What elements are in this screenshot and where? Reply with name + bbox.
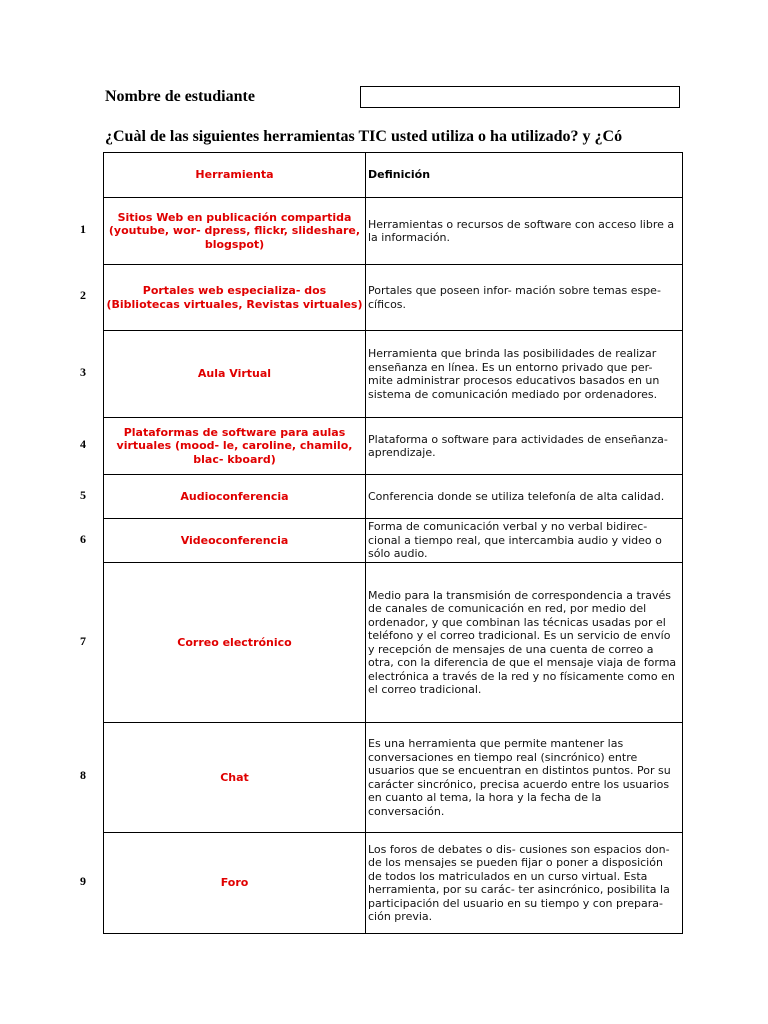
table-row [104, 723, 683, 833]
row-number: 1 [80, 222, 86, 236]
student-name-field[interactable] [360, 86, 680, 108]
row-number: 5 [80, 488, 86, 502]
table-row [104, 833, 683, 934]
tool-name: Plataformas de software para aulas virtuales (mood- le, caroline, chamilo, blac- kboard) [104, 418, 366, 475]
tool-definition: Herramientas o recursos de software con acceso libre a la información. [366, 198, 683, 265]
tool-definition: Conferencia donde se utiliza telefonía de alta calidad. [366, 475, 683, 519]
tool-definition: Los foros de debates o dis- cusiones son espacios don- de los mensajes se pueden fijar o poner a disposición de todos los matriculados en un curso virtual. Esta herramienta, por su carác- ter asincrónico, posibilita la participación del usuario en su tiempo y con prepara- ción previa. [366, 833, 683, 934]
table-row [104, 331, 683, 418]
row-number: 6 [80, 532, 86, 546]
table-row [104, 198, 683, 265]
row-number: 2 [80, 288, 86, 302]
tool-name: Audioconferencia [104, 475, 366, 519]
table-row [104, 519, 683, 563]
table-row [104, 475, 683, 519]
tool-name: Correo electrónico [104, 563, 366, 723]
table-row [104, 563, 683, 723]
row-number: 8 [80, 768, 86, 782]
tool-definition: Es una herramienta que permite mantener las conversaciones en tiempo real (sincrónico) entre usuarios que se encuentran en distintos puntos. Por su carácter sincrónico, precisa acuerdo entre los usuarios en cuanto al tema, la hora y la fecha de la conversación. [366, 723, 683, 833]
tool-name: Videoconferencia [104, 519, 366, 563]
header-definition: Definición [366, 153, 683, 198]
tool-definition: Medio para la transmisión de correspondencia a través de canales de comunicación en red, por medio del ordenador, y que combinan las técnicas usadas por el teléfono y el correo tradicional. Es un servicio de envío y recepción de mensajes de una cuenta de correo a otra, con la diferencia de que el mensaje viaja de forma electrónica a través de la red y no físicamente como en el correo tradicional. [366, 563, 683, 723]
table-row [104, 418, 683, 475]
survey-question: ¿Cuàl de las siguientes herramientas TIC usted utiliza o ha utilizado? y ¿Có [105, 128, 623, 145]
row-number: 4 [80, 437, 86, 451]
tool-name: Sitios Web en publicación compartida (youtube, wor- dpress, flickr, slideshare, blogspot) [104, 198, 366, 265]
tool-definition: Forma de comunicación verbal y no verbal bidirec- cional a tiempo real, que intercambia audio y video o sólo audio. [366, 519, 683, 563]
table-header-row [104, 153, 683, 198]
tool-name: Foro [104, 833, 366, 934]
student-name-label: Nombre de estudiante [105, 88, 255, 105]
tool-name: Aula Virtual [104, 331, 366, 418]
row-number: 3 [80, 365, 86, 379]
row-number: 9 [80, 874, 86, 888]
row-number: 7 [80, 634, 86, 648]
header-tool: Herramienta [104, 153, 366, 198]
table-row [104, 265, 683, 331]
tool-name: Portales web especializa- dos (Bibliotecas virtuales, Revistas virtuales) [104, 265, 366, 331]
tool-name: Chat [104, 723, 366, 833]
tool-definition: Plataforma o software para actividades de enseñanza-aprendizaje. [366, 418, 683, 475]
tool-definition: Herramienta que brinda las posibilidades de realizar enseñanza en línea. Es un entorno privado que per- mite administrar procesos educativos basados en un sistema de comunicación mediado por ordenadores. [366, 331, 683, 418]
tools-table [103, 152, 683, 934]
tool-definition: Portales que poseen infor- mación sobre temas espe- cíficos. [366, 265, 683, 331]
